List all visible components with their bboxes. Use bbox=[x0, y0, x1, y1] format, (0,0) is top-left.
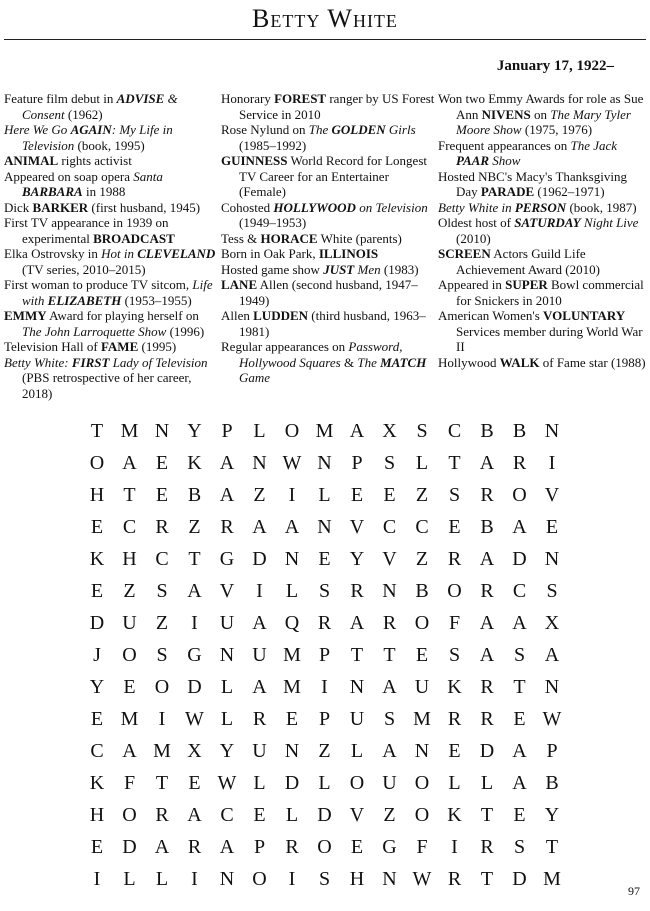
grid-letter[interactable]: A bbox=[252, 676, 268, 698]
grid-letter[interactable]: E bbox=[318, 548, 332, 570]
grid-letter[interactable]: O bbox=[89, 452, 105, 474]
grid-letter[interactable]: L bbox=[220, 708, 234, 730]
grid-letter[interactable]: E bbox=[448, 516, 462, 538]
grid-letter[interactable]: A bbox=[512, 516, 528, 538]
grid-letter[interactable]: Y bbox=[89, 676, 105, 698]
grid-letter[interactable]: R bbox=[512, 452, 527, 474]
grid-letter[interactable]: N bbox=[154, 420, 170, 442]
grid-letter[interactable]: E bbox=[155, 452, 169, 474]
clue-item: Hosted NBC's Macy's Thanksgiving Day PARADE (1962–1971) bbox=[438, 168, 627, 199]
grid-letter[interactable]: T bbox=[513, 676, 527, 698]
clue-item: Born in Oak Park, ILLINOIS bbox=[221, 246, 379, 261]
grid-letter[interactable]: A bbox=[252, 612, 268, 634]
grid-letter[interactable]: N bbox=[382, 868, 398, 890]
clue-item: Cohosted HOLLYWOOD on Television (1949–1953) bbox=[221, 199, 428, 230]
grid-letter[interactable]: O bbox=[414, 612, 430, 634]
grid-letter[interactable]: O bbox=[154, 676, 170, 698]
grid-letter[interactable]: C bbox=[382, 516, 397, 538]
grid-letter[interactable]: C bbox=[155, 548, 170, 570]
clue-item: Hosted game show JUST Men (1983) bbox=[221, 261, 419, 277]
grid-letter[interactable]: N bbox=[317, 516, 333, 538]
grid-letter[interactable]: A bbox=[479, 612, 495, 634]
grid-letter[interactable]: Z bbox=[253, 484, 267, 506]
grid-letter[interactable]: K bbox=[447, 804, 463, 826]
grid-letter[interactable]: S bbox=[416, 420, 429, 442]
grid-letter[interactable]: B bbox=[545, 772, 560, 794]
clue-item: Here We Go AGAIN: My Life in Television (book, 1995) bbox=[4, 122, 173, 153]
grid-letter[interactable]: W bbox=[282, 452, 302, 474]
grid-letter[interactable]: I bbox=[321, 676, 329, 698]
grid-letter[interactable]: E bbox=[90, 516, 104, 538]
grid-letter[interactable]: A bbox=[382, 740, 398, 762]
grid-letter[interactable]: E bbox=[155, 484, 169, 506]
clue-item: Appeared in SUPER Bowl commercial for Snickers in 2010 bbox=[438, 277, 644, 308]
grid-letter[interactable]: Q bbox=[284, 612, 300, 634]
grid-letter[interactable]: B bbox=[512, 420, 527, 442]
grid-letter[interactable]: C bbox=[447, 420, 462, 442]
clue-item: Television Hall of FAME (1995) bbox=[4, 339, 177, 354]
grid-letter[interactable]: A bbox=[479, 644, 495, 666]
grid-letter[interactable]: L bbox=[285, 580, 299, 602]
grid-letter[interactable]: R bbox=[480, 580, 495, 602]
grid-letter[interactable]: A bbox=[154, 836, 170, 858]
grid-letter[interactable]: N bbox=[219, 868, 235, 890]
grid-letter[interactable]: B bbox=[480, 516, 495, 538]
clue-item: ANIMAL rights activist bbox=[4, 153, 132, 168]
grid-letter[interactable]: I bbox=[158, 708, 166, 730]
grid-letter[interactable]: P bbox=[253, 836, 266, 858]
grid-letter[interactable]: S bbox=[318, 580, 331, 602]
grid-letter[interactable]: I bbox=[191, 612, 199, 634]
grid-letter[interactable]: S bbox=[546, 580, 559, 602]
grid-letter[interactable]: L bbox=[448, 772, 462, 794]
clue-item: Tess & HORACE White (parents) bbox=[221, 230, 402, 246]
grid-letter[interactable]: R bbox=[480, 708, 495, 730]
clue-item: First woman to produce TV sitcom, Life with ELIZABETH (1953–1955) bbox=[4, 277, 213, 308]
grid-letter[interactable]: E bbox=[513, 804, 527, 826]
clue-item: Regular appearances on Password, Hollywood Squares & The MATCH Game bbox=[221, 339, 427, 385]
grid-letter[interactable]: Y bbox=[544, 804, 560, 826]
grid-letter[interactable]: A bbox=[479, 452, 495, 474]
grid-letter[interactable]: M bbox=[283, 644, 302, 666]
grid-letter[interactable]: M bbox=[315, 420, 334, 442]
grid-letter[interactable]: U bbox=[349, 708, 365, 730]
clue-item: Allen LUDDEN (third husband, 1963–1981) bbox=[221, 308, 426, 339]
grid-letter[interactable]: A bbox=[122, 740, 138, 762]
grid-letter[interactable]: B bbox=[480, 420, 495, 442]
grid-letter[interactable]: A bbox=[284, 516, 300, 538]
grid-letter[interactable]: R bbox=[480, 484, 495, 506]
grid-letter[interactable]: L bbox=[318, 484, 332, 506]
grid-letter[interactable]: R bbox=[480, 676, 495, 698]
grid-letter[interactable]: K bbox=[447, 676, 463, 698]
grid-letter[interactable]: U bbox=[252, 740, 268, 762]
grid-letter[interactable]: S bbox=[448, 484, 461, 506]
clue-item: Elka Ostrovsky in Hot in CLEVELAND (TV series, 2010–2015) bbox=[4, 246, 216, 277]
grid-letter[interactable]: O bbox=[512, 484, 528, 506]
grid-letter[interactable]: A bbox=[252, 516, 268, 538]
grid-letter[interactable]: Z bbox=[415, 548, 429, 570]
word-search-grid bbox=[81, 415, 569, 895]
grid-letter[interactable]: R bbox=[155, 804, 170, 826]
grid-letter[interactable]: A bbox=[349, 612, 365, 634]
grid-letter[interactable]: R bbox=[350, 580, 365, 602]
grid-letter[interactable]: A bbox=[512, 612, 528, 634]
grid-letter[interactable]: K bbox=[89, 772, 105, 794]
grid-letter[interactable]: E bbox=[513, 708, 527, 730]
grid-letter[interactable]: R bbox=[480, 836, 495, 858]
clue-item: Won two Emmy Awards for role as Sue Ann NIVENS on The Mary Tyler Moore Show (1975, 1976) bbox=[438, 91, 644, 137]
grid-letter[interactable]: B bbox=[187, 484, 202, 506]
grid-letter[interactable]: P bbox=[221, 420, 234, 442]
grid-letter[interactable]: N bbox=[349, 676, 365, 698]
grid-letter[interactable]: T bbox=[480, 868, 494, 890]
grid-letter[interactable]: Y bbox=[349, 548, 365, 570]
grid-letter[interactable]: A bbox=[187, 804, 203, 826]
grid-letter[interactable]: F bbox=[123, 772, 136, 794]
grid-letter[interactable]: G bbox=[382, 836, 398, 858]
grid-letter[interactable]: L bbox=[350, 740, 364, 762]
grid-letter[interactable]: S bbox=[318, 868, 331, 890]
grid-letter[interactable]: L bbox=[480, 772, 494, 794]
grid-letter[interactable]: W bbox=[542, 708, 562, 730]
grid-letter[interactable]: A bbox=[479, 548, 495, 570]
grid-letter[interactable]: C bbox=[90, 740, 105, 762]
grid-letter[interactable]: K bbox=[89, 548, 105, 570]
grid-letter[interactable]: R bbox=[252, 708, 267, 730]
grid-letter[interactable]: R bbox=[447, 708, 462, 730]
grid-letter[interactable]: S bbox=[383, 708, 396, 730]
clue-item: LANE Allen (second husband, 1947–1949) bbox=[221, 277, 418, 308]
grid-letter[interactable]: M bbox=[413, 708, 432, 730]
grid-letter[interactable]: J bbox=[93, 644, 102, 666]
grid-letter[interactable]: T bbox=[155, 772, 169, 794]
grid-letter[interactable]: X bbox=[187, 740, 203, 762]
grid-letter[interactable]: N bbox=[317, 452, 333, 474]
grid-letter[interactable]: A bbox=[512, 772, 528, 794]
grid-letter[interactable]: L bbox=[253, 420, 267, 442]
grid-letter[interactable]: M bbox=[153, 740, 172, 762]
grid-letter[interactable]: G bbox=[187, 644, 203, 666]
grid-letter[interactable]: I bbox=[93, 868, 101, 890]
grid-letter[interactable]: R bbox=[220, 516, 235, 538]
grid-letter[interactable]: E bbox=[415, 644, 429, 666]
clue-item: GUINNESS World Record for Longest TV Career for an Entertainer (Female) bbox=[221, 153, 427, 199]
grid-letter[interactable]: K bbox=[187, 452, 203, 474]
grid-letter[interactable]: H bbox=[89, 804, 105, 826]
grid-letter[interactable]: R bbox=[155, 516, 170, 538]
clue-item: Dick BARKER (first husband, 1945) bbox=[4, 199, 201, 215]
grid-letter[interactable]: G bbox=[219, 548, 235, 570]
grid-letter[interactable]: V bbox=[219, 580, 235, 602]
grid-letter[interactable]: E bbox=[123, 676, 137, 698]
grid-letter[interactable]: D bbox=[512, 868, 528, 890]
grid-letter[interactable]: S bbox=[156, 580, 169, 602]
grid-letter[interactable]: N bbox=[544, 676, 560, 698]
grid-letter[interactable]: Z bbox=[123, 580, 137, 602]
grid-letter[interactable]: T bbox=[448, 452, 462, 474]
grid-letter[interactable]: L bbox=[123, 868, 137, 890]
grid-letter[interactable]: S bbox=[448, 644, 461, 666]
grid-letter[interactable]: L bbox=[285, 804, 299, 826]
grid-letter[interactable]: A bbox=[512, 740, 528, 762]
title-rule bbox=[4, 39, 646, 40]
grid-letter[interactable]: I bbox=[288, 484, 296, 506]
grid-letter[interactable]: S bbox=[513, 644, 526, 666]
grid-letter[interactable]: U bbox=[219, 612, 235, 634]
grid-letter[interactable]: Z bbox=[318, 740, 332, 762]
grid-letter[interactable]: X bbox=[382, 420, 398, 442]
clue-item: SCREEN Actors Guild Life Achievement Award (2010) bbox=[438, 246, 600, 277]
grid-letter[interactable]: U bbox=[382, 772, 398, 794]
grid-letter[interactable]: P bbox=[546, 740, 559, 762]
grid-letter[interactable]: D bbox=[187, 676, 203, 698]
grid-letter[interactable]: L bbox=[253, 772, 267, 794]
grid-letter[interactable]: C bbox=[220, 804, 235, 826]
grid-letter[interactable]: D bbox=[89, 612, 105, 634]
page-number: 97 bbox=[628, 884, 640, 898]
grid-letter[interactable]: L bbox=[220, 676, 234, 698]
clue-column-1 bbox=[4, 91, 218, 401]
grid-letter[interactable]: B bbox=[415, 580, 430, 602]
grid-letter[interactable]: D bbox=[479, 740, 495, 762]
grid-letter[interactable]: O bbox=[122, 804, 138, 826]
grid-letter[interactable]: U bbox=[122, 612, 138, 634]
grid-letter[interactable]: E bbox=[383, 484, 397, 506]
grid-letter[interactable]: T bbox=[350, 644, 364, 666]
clue-item: Appeared on soap opera Santa BARBARA in 1988 bbox=[4, 168, 163, 199]
grid-letter[interactable]: E bbox=[350, 484, 364, 506]
grid-letter[interactable]: P bbox=[351, 452, 364, 474]
grid-letter[interactable]: C bbox=[512, 580, 527, 602]
grid-letter[interactable]: T bbox=[383, 644, 397, 666]
grid-letter[interactable]: Z bbox=[188, 516, 202, 538]
grid-letter[interactable]: H bbox=[349, 868, 365, 890]
clue-item: Oldest host of SATURDAY Night Live (2010) bbox=[438, 215, 639, 246]
grid-letter[interactable]: N bbox=[544, 420, 560, 442]
grid-letter[interactable]: V bbox=[544, 484, 560, 506]
grid-letter[interactable]: C bbox=[122, 516, 137, 538]
grid-letter[interactable]: N bbox=[382, 580, 398, 602]
grid-letter[interactable]: O bbox=[252, 868, 268, 890]
grid-letter[interactable]: N bbox=[284, 548, 300, 570]
grid-letter[interactable]: L bbox=[155, 868, 169, 890]
grid-letter[interactable]: C bbox=[415, 516, 430, 538]
clue-item: Betty White in PERSON (book, 1987) bbox=[438, 199, 637, 215]
grid-letter[interactable]: A bbox=[219, 452, 235, 474]
clue-item: Hollywood WALK of Fame star (1988) bbox=[438, 354, 646, 370]
grid-letter[interactable]: R bbox=[317, 612, 332, 634]
grid-letter[interactable]: I bbox=[451, 836, 459, 858]
grid-letter[interactable]: E bbox=[90, 708, 104, 730]
page-title: Betty White bbox=[252, 4, 398, 33]
clue-item: American Women's VOLUNTARY Services member during World War II bbox=[438, 308, 643, 354]
grid-letter[interactable]: U bbox=[414, 676, 430, 698]
grid-letter[interactable]: E bbox=[448, 740, 462, 762]
grid-letter[interactable]: A bbox=[187, 580, 203, 602]
grid-letter[interactable]: T bbox=[123, 484, 137, 506]
grid-letter[interactable]: N bbox=[252, 452, 268, 474]
clue-item: First TV appearance in 1939 on experimental BROADCAST bbox=[4, 215, 175, 246]
grid-letter[interactable]: E bbox=[545, 516, 559, 538]
grid-letter[interactable]: A bbox=[382, 676, 398, 698]
grid-letter[interactable]: D bbox=[252, 548, 268, 570]
grid-letter[interactable]: T bbox=[188, 548, 202, 570]
grid-letter[interactable]: A bbox=[122, 452, 138, 474]
grid-letter[interactable]: V bbox=[382, 548, 398, 570]
grid-letter[interactable]: O bbox=[284, 420, 300, 442]
grid-letter[interactable]: O bbox=[349, 772, 365, 794]
grid-letter[interactable]: D bbox=[512, 548, 528, 570]
grid-letter[interactable]: H bbox=[122, 548, 138, 570]
grid-letter[interactable]: O bbox=[122, 644, 138, 666]
grid-letter[interactable]: R bbox=[187, 836, 202, 858]
lifespan-dates: January 17, 1922– bbox=[496, 58, 614, 74]
grid-letter[interactable]: E bbox=[90, 836, 104, 858]
grid-letter[interactable]: N bbox=[544, 548, 560, 570]
grid-letter[interactable]: P bbox=[318, 708, 331, 730]
grid-letter[interactable]: E bbox=[188, 772, 202, 794]
grid-letter[interactable]: P bbox=[318, 644, 331, 666]
grid-letter[interactable]: O bbox=[447, 580, 463, 602]
grid-letter[interactable]: W bbox=[217, 772, 237, 794]
grid-letter[interactable]: E bbox=[90, 580, 104, 602]
grid-letter[interactable]: D bbox=[317, 804, 333, 826]
grid-letter[interactable]: M bbox=[120, 420, 139, 442]
grid-letter[interactable]: Z bbox=[155, 612, 169, 634]
grid-letter[interactable]: S bbox=[156, 644, 169, 666]
grid-letter[interactable]: N bbox=[414, 740, 430, 762]
clue-item: EMMY Award for playing herself on The John Larroquette Show (1996) bbox=[4, 308, 205, 339]
grid-letter[interactable]: H bbox=[89, 484, 105, 506]
clue-item: Feature film debut in ADVISE & Consent (1962) bbox=[4, 91, 178, 122]
grid-letter[interactable]: A bbox=[349, 420, 365, 442]
grid-letter[interactable]: T bbox=[545, 836, 559, 858]
grid-letter[interactable]: L bbox=[415, 452, 429, 474]
grid-letter[interactable]: R bbox=[447, 868, 462, 890]
clue-item: Frequent appearances on The Jack PAAR Show bbox=[438, 137, 618, 168]
grid-letter[interactable]: M bbox=[283, 676, 302, 698]
grid-letter[interactable]: W bbox=[185, 708, 205, 730]
grid-letter[interactable]: E bbox=[285, 708, 299, 730]
grid-letter[interactable]: I bbox=[288, 868, 296, 890]
clue-column-2 bbox=[221, 91, 435, 386]
clue-column-3 bbox=[438, 91, 648, 370]
grid-letter[interactable]: I bbox=[548, 452, 556, 474]
grid-letter[interactable]: F bbox=[448, 612, 461, 634]
clue-item: Betty White: FIRST Lady of Television (PBS retrospective of her career, 2018) bbox=[4, 354, 208, 401]
grid-letter[interactable]: O bbox=[317, 836, 333, 858]
grid-letter[interactable]: R bbox=[447, 548, 462, 570]
grid-letter[interactable]: T bbox=[480, 804, 494, 826]
grid-letter[interactable]: W bbox=[412, 868, 432, 890]
grid-letter[interactable]: Z bbox=[383, 804, 397, 826]
grid-letter[interactable]: N bbox=[284, 740, 300, 762]
grid-letter[interactable]: E bbox=[350, 836, 364, 858]
grid-letter[interactable]: X bbox=[544, 612, 560, 634]
grid-letter[interactable]: U bbox=[252, 644, 268, 666]
grid-letter[interactable]: L bbox=[318, 772, 332, 794]
grid-letter[interactable]: M bbox=[120, 708, 139, 730]
grid-letter[interactable]: E bbox=[253, 804, 267, 826]
grid-letter[interactable]: I bbox=[256, 580, 264, 602]
grid-letter[interactable]: R bbox=[285, 836, 300, 858]
grid-letter[interactable]: O bbox=[414, 804, 430, 826]
grid-letter[interactable]: F bbox=[416, 836, 429, 858]
grid-letter[interactable]: V bbox=[349, 516, 365, 538]
grid-letter[interactable]: O bbox=[414, 772, 430, 794]
grid-letter[interactable]: S bbox=[513, 836, 526, 858]
grid-letter[interactable]: D bbox=[284, 772, 300, 794]
grid-letter[interactable]: Z bbox=[415, 484, 429, 506]
grid-letter[interactable]: T bbox=[90, 420, 104, 442]
grid-letter[interactable]: D bbox=[122, 836, 138, 858]
grid-letter[interactable]: R bbox=[382, 612, 397, 634]
grid-letter[interactable]: V bbox=[349, 804, 365, 826]
grid-letter[interactable]: M bbox=[543, 868, 562, 890]
grid-letter[interactable]: A bbox=[219, 836, 235, 858]
grid-letter[interactable]: Y bbox=[219, 740, 235, 762]
grid-letter[interactable]: I bbox=[191, 868, 199, 890]
grid-letter[interactable]: A bbox=[219, 484, 235, 506]
grid-letter[interactable]: N bbox=[219, 644, 235, 666]
clue-item: Honorary FOREST ranger by US Forest Service in 2010 bbox=[221, 91, 435, 122]
grid-letter[interactable]: A bbox=[544, 644, 560, 666]
grid-letter[interactable]: S bbox=[383, 452, 396, 474]
grid-letter[interactable]: Y bbox=[187, 420, 203, 442]
clue-item: Rose Nylund on The GOLDEN Girls (1985–1992) bbox=[221, 122, 416, 153]
